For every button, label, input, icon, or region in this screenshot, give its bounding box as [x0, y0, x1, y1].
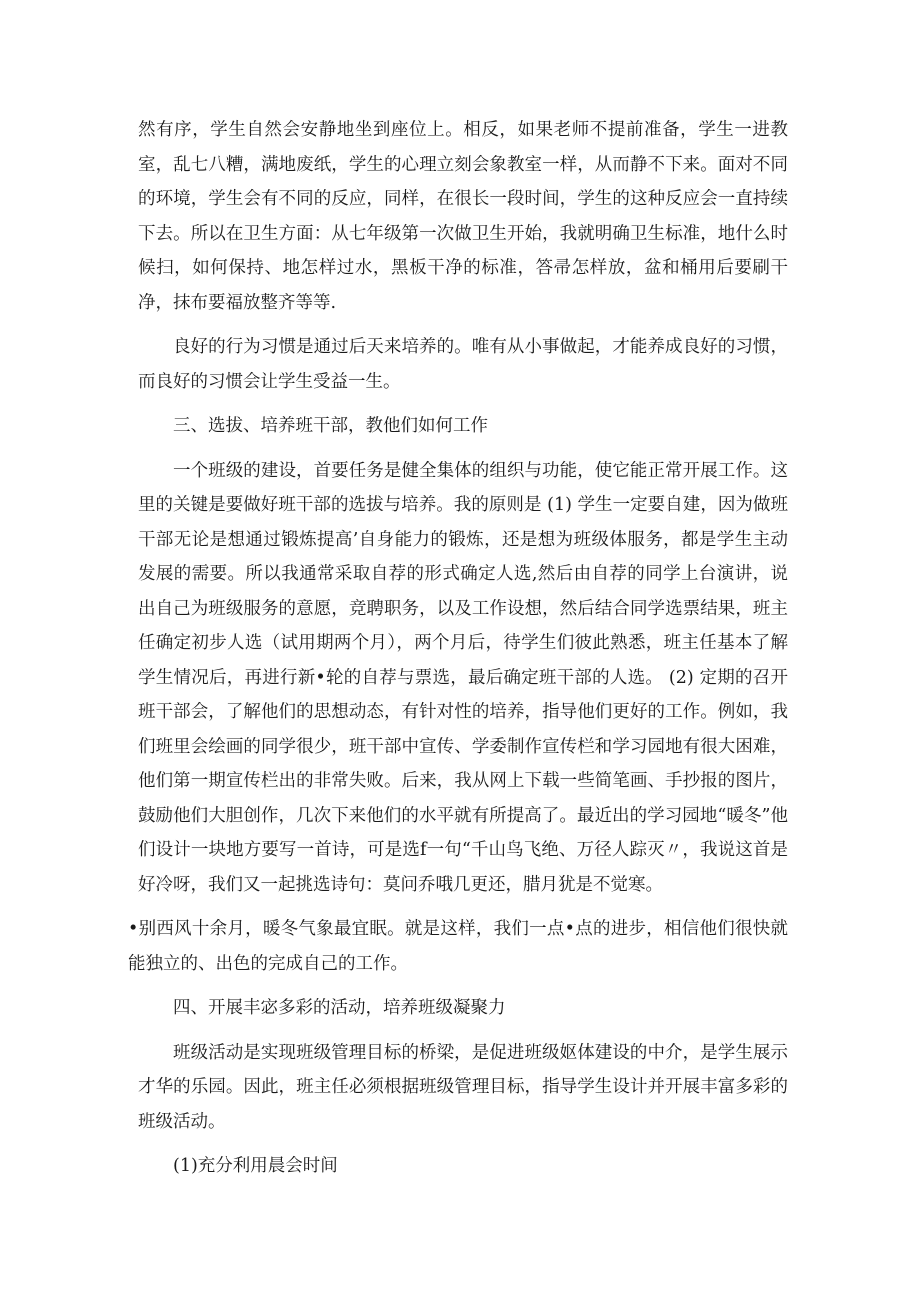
heading-section-four: 四、开展丰宓多彩的活动，培养班级凝聚力	[173, 998, 506, 1018]
heading-morning-meeting: (1)充分利用晨会时间	[173, 1156, 338, 1176]
paragraph-class-cadres: 一个班级的建设，首要任务是健全集体的组织与功能，使它能正常开展工作。这里的关键是要做好班干部的选拔与培养。我的原则是 (1) 学生一定要自建，因为做班干部无论是想通过锻炼提高’自身能力的锻炼，还是想为班级体服务，都是学生主动发展的需要。所以我通常采取自荐的形式确定人选,然后由自荐的同学上台演讲，说出自己为班级服务的意愿，竞聘职务，以及工作设想，然后结合同学选票结果，班主任确定初步人选（试用期两个月），两个月后，待学生们彼此熟悉，班主任基本了解学生情况后，再进行新•轮的自荐与票选，最后确定班干部的人选。 (2) 定期的召开班干部会，了解他们的思想动态，有针对性的培养，指导他们更好的工作。例如，我们班里会绘画的同学很少，班干部中宣传、学委制作宣传栏和学习园地有很大困难，他们第一期宣传栏出的非常失败。后来，我从网上下载一些简笔画、手抄报的图片，鼓励他们大胆创作，几次下来他们的水平就有所提高了。最近出的学习园地“暖冬”他们设计一块地方要写一首诗，可是选f一句“千山鸟飞绝、万径人踪灭〃，我说这首是好冷呀，我们又一起挑选诗句：莫问乔哦几更还，腊月犹是不觉寒。	[138, 460, 788, 895]
paragraph-class-activities: 班级活动是实现班级管理目标的桥梁，是促进班级妪体建设的中介，是学生展示才华的乐园。因此，班主任必须根据班级管理目标，指导学生设计并开展丰富多彩的班级活动。	[138, 1042, 788, 1132]
paragraph-poem-continued: •别西风十余月，暖冬气象最宜眠。就是这样，我们一点•点的进步，相信他们很快就能独立的、出色的完成自己的工作。	[128, 919, 788, 974]
heading-section-three: 三、选拔、培养班干部，教他们如何工作	[173, 416, 488, 436]
document-page	[128, 113, 788, 1184]
paragraph-good-habits: 良好的行为习惯是通过后天来培养的。唯有从小事做起，才能养成良好的习惯，而良好的习惯会让学生受益一生。	[138, 337, 788, 392]
paragraph-hygiene-order: 然有序，学生自然会安静地坐到座位上。相反，如果老师不提前准备，学生一进教室，乱七八糟，满地废纸，学生的心理立刻会象教室一样，从而静不下来。面对不同的环境，学生会有不同的反应，同样，在很长一段时间，学生的这种反应会一直持续下去。所以在卫生方面：从七年级第一次做卫生开始，我就明确卫生标准，地什么时候扫，如何保持、地怎样过水，黑板干净的标准，答帚怎样放，盆和桶用后要刷干净，抹布要福放整齐等等.	[138, 120, 788, 313]
